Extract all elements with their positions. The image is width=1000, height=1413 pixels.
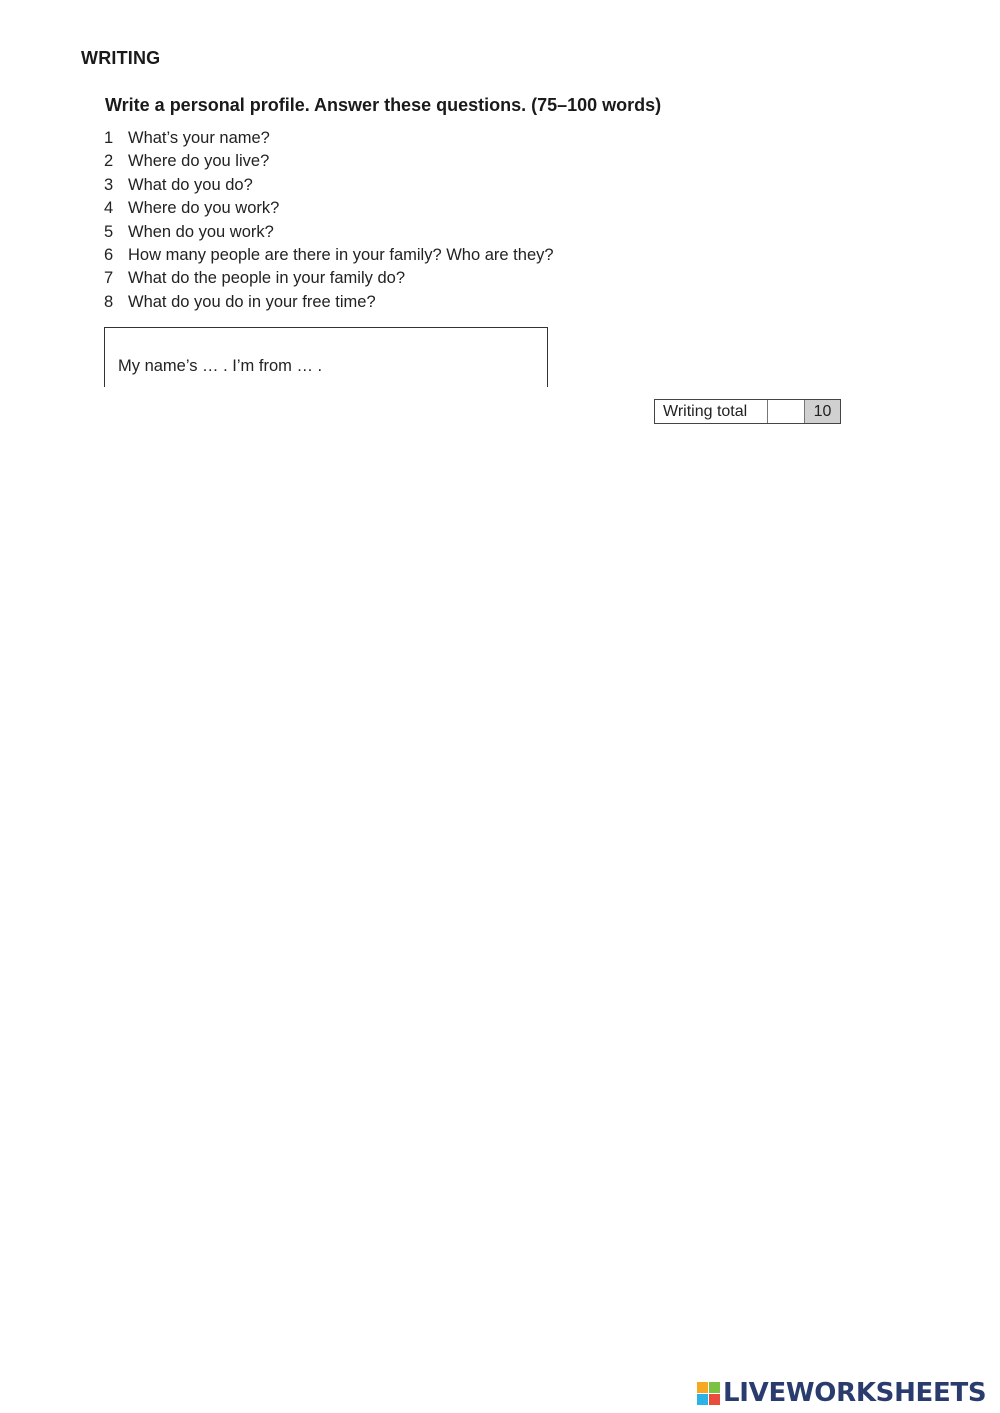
answer-box[interactable] <box>104 327 548 387</box>
question-text: How many people are there in your family? Who are they? <box>128 245 554 264</box>
question-item <box>104 174 554 197</box>
writing-total-label: Writing total <box>655 400 768 423</box>
logo-brand-text: LIVEWORKSHEETS <box>723 1378 987 1408</box>
logo-square-icon <box>697 1382 708 1393</box>
answer-starter-text: My name’s … . I’m from … . <box>118 357 323 375</box>
question-number: 6 <box>104 245 114 264</box>
question-number: 7 <box>104 269 114 288</box>
question-text: When do you work? <box>128 222 274 241</box>
question-number: 5 <box>104 222 114 241</box>
question-number: 2 <box>104 152 114 171</box>
question-text: What do you do? <box>128 175 253 194</box>
question-item <box>104 127 554 150</box>
question-item <box>104 267 554 290</box>
question-text: What do the people in your family do? <box>128 269 405 288</box>
logo-mark-icon <box>697 1382 720 1405</box>
question-number: 3 <box>104 175 114 194</box>
question-item <box>104 197 554 220</box>
question-text: Where do you live? <box>128 152 270 171</box>
question-item <box>104 221 554 244</box>
question-text: What do you do in your free time? <box>128 292 376 311</box>
instruction-text: Write a personal profile. Answer these questions. (75–100 words) <box>105 95 662 115</box>
question-text: Where do you work? <box>128 199 280 218</box>
logo-square-icon <box>697 1394 708 1405</box>
question-item <box>104 291 554 314</box>
writing-total-score-field[interactable] <box>768 400 805 423</box>
logo-square-icon <box>709 1382 720 1393</box>
question-item <box>104 244 554 267</box>
question-number: 1 <box>104 129 114 147</box>
question-number: 4 <box>104 199 114 218</box>
writing-total-table <box>654 399 841 424</box>
liveworksheets-logo <box>697 1378 986 1408</box>
section-title: WRITING <box>81 48 161 68</box>
question-list <box>104 127 554 314</box>
question-item <box>104 150 554 173</box>
logo-square-icon <box>709 1394 720 1405</box>
writing-total-max: 10 <box>805 400 840 423</box>
question-text: What’s your name? <box>128 129 270 147</box>
question-number: 8 <box>104 292 114 311</box>
